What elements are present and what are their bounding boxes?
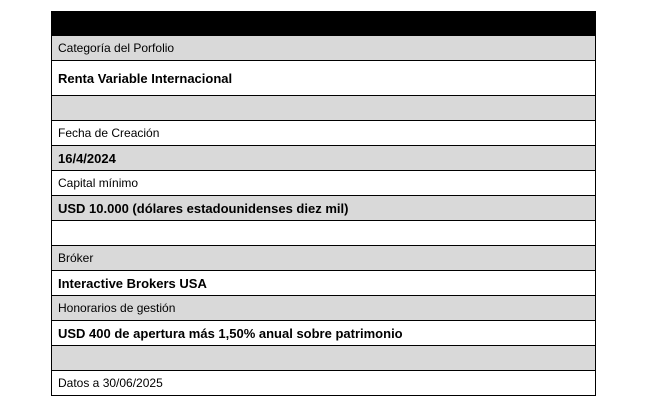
management-fees-label <box>52 296 595 321</box>
creation-date-label <box>52 121 595 146</box>
creation-date-value-text: 16/4/2024 <box>58 150 116 166</box>
creation-date-label-text: Fecha de Creación <box>58 126 160 140</box>
minimum-capital-label <box>52 171 595 196</box>
category-label-text: Categoría del Porfolio <box>58 41 175 55</box>
portfolio-info-table <box>51 11 596 396</box>
management-fees-value-text: USD 400 de apertura más 1,50% anual sobre patrimonio <box>58 325 403 341</box>
table-header-bar <box>52 11 595 36</box>
creation-date-value <box>52 146 595 171</box>
broker-label-text: Bróker <box>58 251 94 265</box>
management-fees-label-text: Honorarios de gestión <box>58 301 176 315</box>
management-fees-value <box>52 321 595 346</box>
category-value-text: Renta Variable Internacional <box>58 70 233 86</box>
broker-value-text: Interactive Brokers USA <box>58 275 207 291</box>
minimum-capital-value-text: USD 10.000 (dólares estadounidenses diez mil) <box>58 200 349 216</box>
category-label <box>52 36 595 61</box>
data-date-note <box>52 371 595 396</box>
broker-value <box>52 271 595 296</box>
minimum-capital-label-text: Capital mínimo <box>58 176 139 190</box>
spacer-row <box>52 96 595 121</box>
category-value <box>52 61 595 96</box>
data-date-note-text: Datos a 30/06/2025 <box>58 376 163 390</box>
broker-label <box>52 246 595 271</box>
spacer-row <box>52 221 595 246</box>
minimum-capital-value <box>52 196 595 221</box>
spacer-row <box>52 346 595 371</box>
